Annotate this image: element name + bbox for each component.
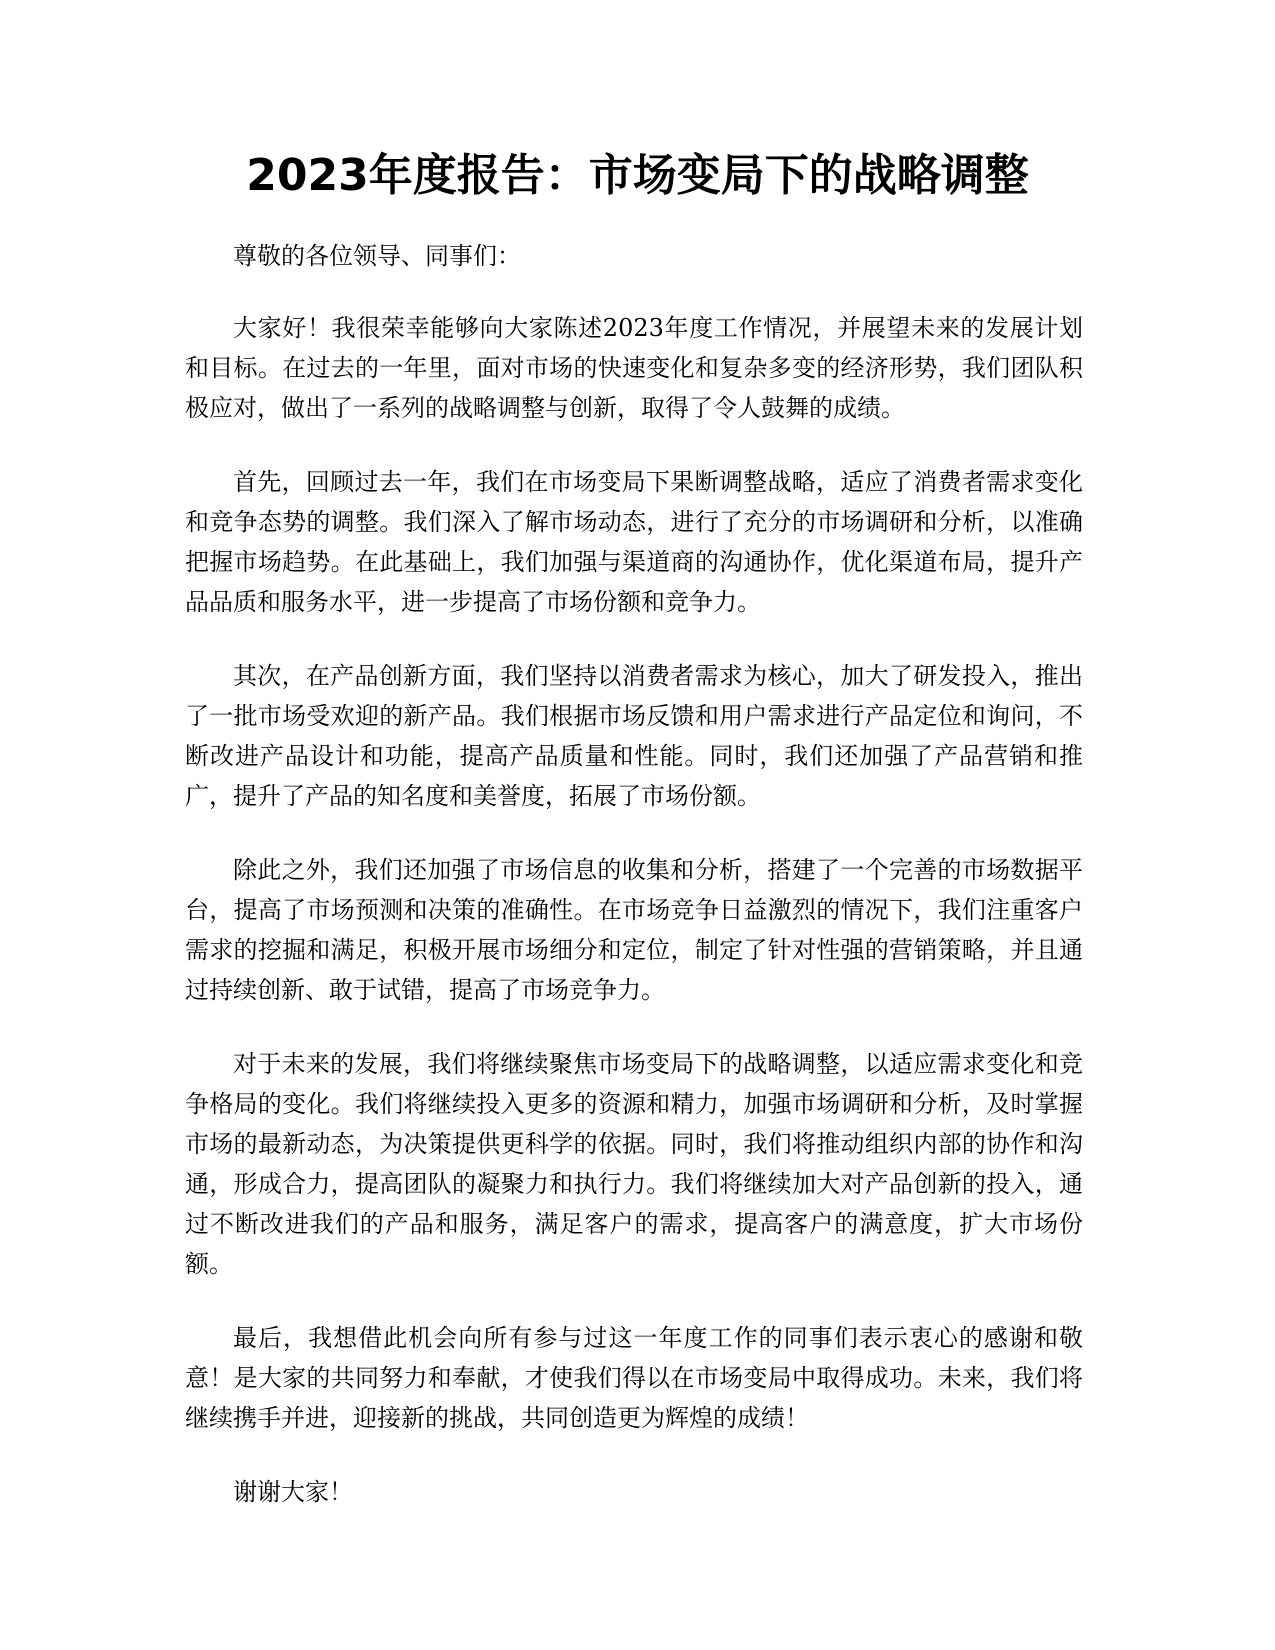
body-paragraph-6: 最后，我想借此机会向所有参与过这一年度工作的同事们表示衷心的感谢和敬意！是大家的共同努力和奉献，才使我们得以在市场变局中取得成功。未来，我们将继续携手并进，迎接新的挑战，共同创造更为辉煌的成绩！ <box>185 1324 1083 1432</box>
body-paragraph-1: 大家好！我很荣幸能够向大家陈述2023年度工作情况，并展望未来的发展计划和目标。在过去的一年里，面对市场的快速变化和复杂多变的经济形势，我们团队积极应对，做出了一系列的战略调整与创新，取得了令人鼓舞的成绩。 <box>185 314 1083 422</box>
body-paragraph-3: 其次，在产品创新方面，我们坚持以消费者需求为核心，加大了研发投入，推出了一批市场受欢迎的新产品。我们根据市场反馈和用户需求进行产品定位和询问，不断改进产品设计和功能，提高产品质量和性能。同时，我们还加强了产品营销和推广，提升了产品的知名度和美誉度，拓展了市场份额。 <box>185 662 1083 810</box>
body-paragraph-4: 除此之外，我们还加强了市场信息的收集和分析，搭建了一个完善的市场数据平台，提高了市场预测和决策的准确性。在市场竞争日益激烈的情况下，我们注重客户需求的挖掘和满足，积极开展市场细分和定位，制定了针对性强的营销策略，并且通过持续创新、敢于试错，提高了市场竞争力。 <box>185 856 1083 1004</box>
body-paragraph-2: 首先，回顾过去一年，我们在市场变局下果断调整战略，适应了消费者需求变化和竞争态势的调整。我们深入了解市场动态，进行了充分的市场调研和分析，以准确把握市场趋势。在此基础上，我们加强与渠道商的沟通协作，优化渠道布局，提升产品品质和服务水平，进一步提高了市场份额和竞争力。 <box>185 468 1083 616</box>
body-paragraph-5: 对于未来的发展，我们将继续聚焦市场变局下的战略调整，以适应需求变化和竞争格局的变化。我们将继续投入更多的资源和精力，加强市场调研和分析，及时掌握市场的最新动态，为决策提供更科学的依据。同时，我们将推动组织内部的协作和沟通，形成合力，提高团队的凝聚力和执行力。我们将继续加大对产品创新的投入，通过不断改进我们的产品和服务，满足客户的需求，提高客户的满意度，扩大市场份额。 <box>185 1050 1083 1278</box>
greeting-paragraph: 尊敬的各位领导、同事们： <box>233 242 521 270</box>
document-title: 2023年度报告：市场变局下的战略调整 <box>246 150 1029 201</box>
document-body <box>185 236 1083 1546</box>
closing-paragraph: 谢谢大家！ <box>233 1478 353 1506</box>
